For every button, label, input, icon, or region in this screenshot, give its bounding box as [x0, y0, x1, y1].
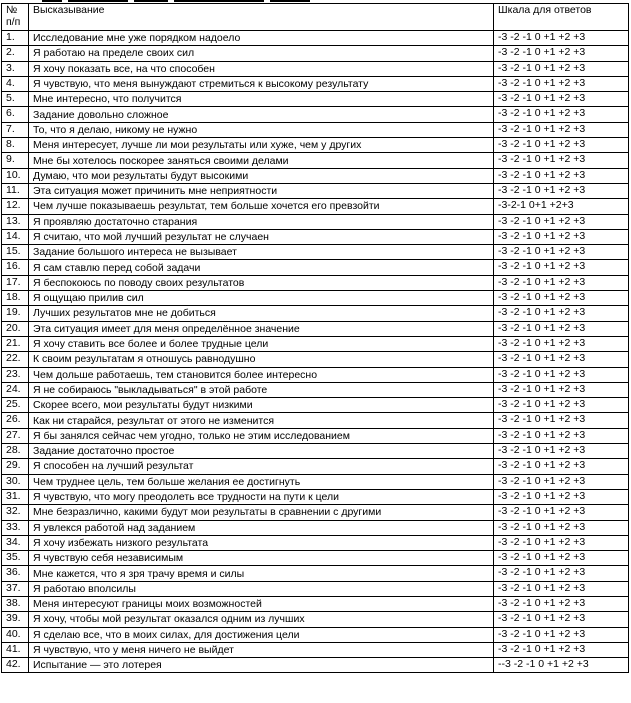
row-scale: -3 -2 -1 0 +1 +2 +3 [494, 459, 629, 474]
row-number: 28. [2, 444, 29, 459]
row-statement: Я работаю вполсилы [29, 581, 494, 596]
table-row [2, 474, 629, 489]
row-number: 13. [2, 214, 29, 229]
table-row [2, 168, 629, 183]
row-number: 40. [2, 627, 29, 642]
row-statement: Я чувствую, что меня вынуждают стремиться к высокому результату [29, 76, 494, 91]
table-row [2, 122, 629, 137]
row-statement: Лучших результатов мне не добиться [29, 306, 494, 321]
table-row [2, 551, 629, 566]
table-row [2, 382, 629, 397]
row-number: 29. [2, 459, 29, 474]
table-row [2, 627, 629, 642]
row-scale: -3 -2 -1 0 +1 +2 +3 [494, 122, 629, 137]
row-statement: Я проявляю достаточно старания [29, 214, 494, 229]
row-statement: Я хочу ставить все более и более трудные цели [29, 336, 494, 351]
row-statement: Мне безразлично, какими будут мои результаты в сравнении с другими [29, 505, 494, 520]
row-scale: -3 -2 -1 0 +1 +2 +3 [494, 107, 629, 122]
header-number: № п/п [2, 4, 29, 31]
row-number: 34. [2, 535, 29, 550]
questionnaire-table [1, 3, 629, 673]
table-row [2, 92, 629, 107]
table-row [2, 153, 629, 168]
row-number: 19. [2, 306, 29, 321]
table-row [2, 46, 629, 61]
table-row [2, 658, 629, 673]
row-statement: Задание довольно сложное [29, 107, 494, 122]
table-row [2, 444, 629, 459]
table-row [2, 275, 629, 290]
row-scale: -3 -2 -1 0 +1 +2 +3 [494, 566, 629, 581]
row-scale: -3 -2 -1 0 +1 +2 +3 [494, 474, 629, 489]
row-number: 23. [2, 367, 29, 382]
row-scale: -3 -2 -1 0 +1 +2 +3 [494, 596, 629, 611]
row-number: 27. [2, 428, 29, 443]
row-statement: Меня интересуют границы моих возможностей [29, 596, 494, 611]
table-row [2, 245, 629, 260]
row-number: 6. [2, 107, 29, 122]
row-number: 1. [2, 31, 29, 46]
table-row [2, 61, 629, 76]
row-statement: Скорее всего, мои результаты будут низкими [29, 398, 494, 413]
row-scale: -3 -2 -1 0 +1 +2 +3 [494, 489, 629, 504]
table-row [2, 505, 629, 520]
table-row [2, 138, 629, 153]
row-number: 33. [2, 520, 29, 535]
row-scale: -3 -2 -1 0 +1 +2 +3 [494, 535, 629, 550]
row-statement: Я хочу избежать низкого результата [29, 535, 494, 550]
row-scale: -3 -2 -1 0 +1 +2 +3 [494, 61, 629, 76]
row-number: 9. [2, 153, 29, 168]
row-statement: Я считаю, что мой лучший результат не случаен [29, 229, 494, 244]
row-statement: Я чувствую, что у меня ничего не выйдет [29, 642, 494, 657]
row-scale: -3 -2 -1 0 +1 +2 +3 [494, 398, 629, 413]
table-row [2, 229, 629, 244]
row-scale: --3 -2 -1 0 +1 +2 +3 [494, 658, 629, 673]
row-statement: Мне бы хотелось поскорее заняться своими делами [29, 153, 494, 168]
row-statement: Задание достаточно простое [29, 444, 494, 459]
row-statement: К своим результатам я отношусь равнодушно [29, 352, 494, 367]
row-scale: -3 -2 -1 0 +1 +2 +3 [494, 627, 629, 642]
table-row [2, 31, 629, 46]
table-row [2, 336, 629, 351]
table-row [2, 183, 629, 198]
table-row [2, 566, 629, 581]
table-row [2, 398, 629, 413]
row-statement: Я ощущаю прилив сил [29, 291, 494, 306]
row-number: 26. [2, 413, 29, 428]
row-statement: Исследование мне уже порядком надоело [29, 31, 494, 46]
row-scale: -3 -2 -1 0 +1 +2 +3 [494, 275, 629, 290]
table-body [2, 31, 629, 673]
row-scale: -3 -2 -1 0 +1 +2 +3 [494, 92, 629, 107]
table-row [2, 612, 629, 627]
table-row [2, 367, 629, 382]
row-statement: Я не собираюсь "выкладываться" в этой работе [29, 382, 494, 397]
row-scale: -3 -2 -1 0 +1 +2 +3 [494, 428, 629, 443]
table-row [2, 535, 629, 550]
row-scale: -3 -2 -1 0 +1 +2 +3 [494, 367, 629, 382]
row-statement: Чем дольше работаешь, тем становится более интересно [29, 367, 494, 382]
row-statement: Чем лучше показываешь результат, тем больше хочется его превзойти [29, 199, 494, 214]
row-statement: То, что я делаю, никому не нужно [29, 122, 494, 137]
table-row [2, 291, 629, 306]
table-row [2, 214, 629, 229]
row-number: 31. [2, 489, 29, 504]
table-row [2, 413, 629, 428]
row-scale: -3 -2 -1 0 +1 +2 +3 [494, 382, 629, 397]
table-row [2, 199, 629, 214]
row-scale: -3 -2 -1 0 +1 +2 +3 [494, 321, 629, 336]
row-statement: Я бы занялся сейчас чем угодно, только не этим исследованием [29, 428, 494, 443]
row-scale: -3 -2 -1 0 +1 +2 +3 [494, 505, 629, 520]
row-statement: Я хочу, чтобы мой результат оказался одним из лучших [29, 612, 494, 627]
row-statement: Чем труднее цель, тем больше желания ее достигнуть [29, 474, 494, 489]
header-scale: Шкала для ответов [494, 4, 629, 31]
row-statement: Задание большого интереса не вызывает [29, 245, 494, 260]
row-number: 4. [2, 76, 29, 91]
row-number: 2. [2, 46, 29, 61]
table-row [2, 352, 629, 367]
row-statement: Я чувствую себя независимым [29, 551, 494, 566]
row-scale: -3 -2 -1 0 +1 +2 +3 [494, 642, 629, 657]
row-number: 32. [2, 505, 29, 520]
row-number: 16. [2, 260, 29, 275]
row-statement: Думаю, что мои результаты будут высокими [29, 168, 494, 183]
row-scale: -3 -2 -1 0 +1 +2 +3 [494, 260, 629, 275]
row-statement: Я сделаю все, что в моих силах, для достижения цели [29, 627, 494, 642]
row-scale: -3 -2 -1 0 +1 +2 +3 [494, 352, 629, 367]
row-number: 15. [2, 245, 29, 260]
table-row [2, 581, 629, 596]
row-scale: -3 -2 -1 0 +1 +2 +3 [494, 245, 629, 260]
row-statement: Эта ситуация имеет для меня определённое значение [29, 321, 494, 336]
table-row [2, 459, 629, 474]
row-scale: -3 -2 -1 0 +1 +2 +3 [494, 581, 629, 596]
row-statement: Как ни старайся, результат от этого не изменится [29, 413, 494, 428]
row-number: 8. [2, 138, 29, 153]
row-statement: Мне кажется, что я зря трачу время и силы [29, 566, 494, 581]
row-scale: -3 -2 -1 0 +1 +2 +3 [494, 76, 629, 91]
row-number: 10. [2, 168, 29, 183]
row-number: 21. [2, 336, 29, 351]
row-scale: -3 -2 -1 0 +1 +2 +3 [494, 138, 629, 153]
row-number: 38. [2, 596, 29, 611]
row-scale: -3-2-1 0+1 +2+3 [494, 199, 629, 214]
row-scale: -3 -2 -1 0 +1 +2 +3 [494, 291, 629, 306]
row-number: 20. [2, 321, 29, 336]
row-number: 5. [2, 92, 29, 107]
row-scale: -3 -2 -1 0 +1 +2 +3 [494, 183, 629, 198]
row-number: 18. [2, 291, 29, 306]
row-statement: Я увлекся работой над заданием [29, 520, 494, 535]
table-row [2, 321, 629, 336]
row-number: 42. [2, 658, 29, 673]
table-row [2, 76, 629, 91]
row-scale: -3 -2 -1 0 +1 +2 +3 [494, 336, 629, 351]
header-statement: Высказывание [29, 4, 494, 31]
row-scale: -3 -2 -1 0 +1 +2 +3 [494, 551, 629, 566]
table-row [2, 489, 629, 504]
row-scale: -3 -2 -1 0 +1 +2 +3 [494, 46, 629, 61]
row-number: 25. [2, 398, 29, 413]
row-number: 36. [2, 566, 29, 581]
row-number: 12. [2, 199, 29, 214]
row-number: 24. [2, 382, 29, 397]
row-number: 22. [2, 352, 29, 367]
row-number: 7. [2, 122, 29, 137]
row-statement: Мне интересно, что получится [29, 92, 494, 107]
row-number: 35. [2, 551, 29, 566]
row-scale: -3 -2 -1 0 +1 +2 +3 [494, 444, 629, 459]
row-number: 39. [2, 612, 29, 627]
row-statement: Я способен на лучший результат [29, 459, 494, 474]
table-row [2, 107, 629, 122]
row-scale: -3 -2 -1 0 +1 +2 +3 [494, 168, 629, 183]
row-statement: Я хочу показать все, на что способен [29, 61, 494, 76]
row-scale: -3 -2 -1 0 +1 +2 +3 [494, 31, 629, 46]
table-row [2, 260, 629, 275]
row-scale: -3 -2 -1 0 +1 +2 +3 [494, 413, 629, 428]
row-statement: Эта ситуация может причинить мне неприятности [29, 183, 494, 198]
row-scale: -3 -2 -1 0 +1 +2 +3 [494, 306, 629, 321]
row-scale: -3 -2 -1 0 +1 +2 +3 [494, 153, 629, 168]
row-number: 17. [2, 275, 29, 290]
table-header-row [2, 4, 629, 31]
row-statement: Я работаю на пределе своих сил [29, 46, 494, 61]
row-scale: -3 -2 -1 0 +1 +2 +3 [494, 229, 629, 244]
row-number: 37. [2, 581, 29, 596]
row-scale: -3 -2 -1 0 +1 +2 +3 [494, 612, 629, 627]
table-row [2, 306, 629, 321]
row-statement: Испытание — это лотерея [29, 658, 494, 673]
row-number: 3. [2, 61, 29, 76]
row-scale: -3 -2 -1 0 +1 +2 +3 [494, 214, 629, 229]
row-number: 14. [2, 229, 29, 244]
table-row [2, 520, 629, 535]
row-number: 30. [2, 474, 29, 489]
table-row [2, 596, 629, 611]
row-number: 41. [2, 642, 29, 657]
row-scale: -3 -2 -1 0 +1 +2 +3 [494, 520, 629, 535]
row-statement: Я беспокоюсь по поводу своих результатов [29, 275, 494, 290]
table-row [2, 642, 629, 657]
row-number: 11. [2, 183, 29, 198]
row-statement: Я чувствую, что могу преодолеть все трудности на пути к цели [29, 489, 494, 504]
row-statement: Меня интересует, лучше ли мои результаты или хуже, чем у других [29, 138, 494, 153]
table-row [2, 428, 629, 443]
row-statement: Я сам ставлю перед собой задачи [29, 260, 494, 275]
